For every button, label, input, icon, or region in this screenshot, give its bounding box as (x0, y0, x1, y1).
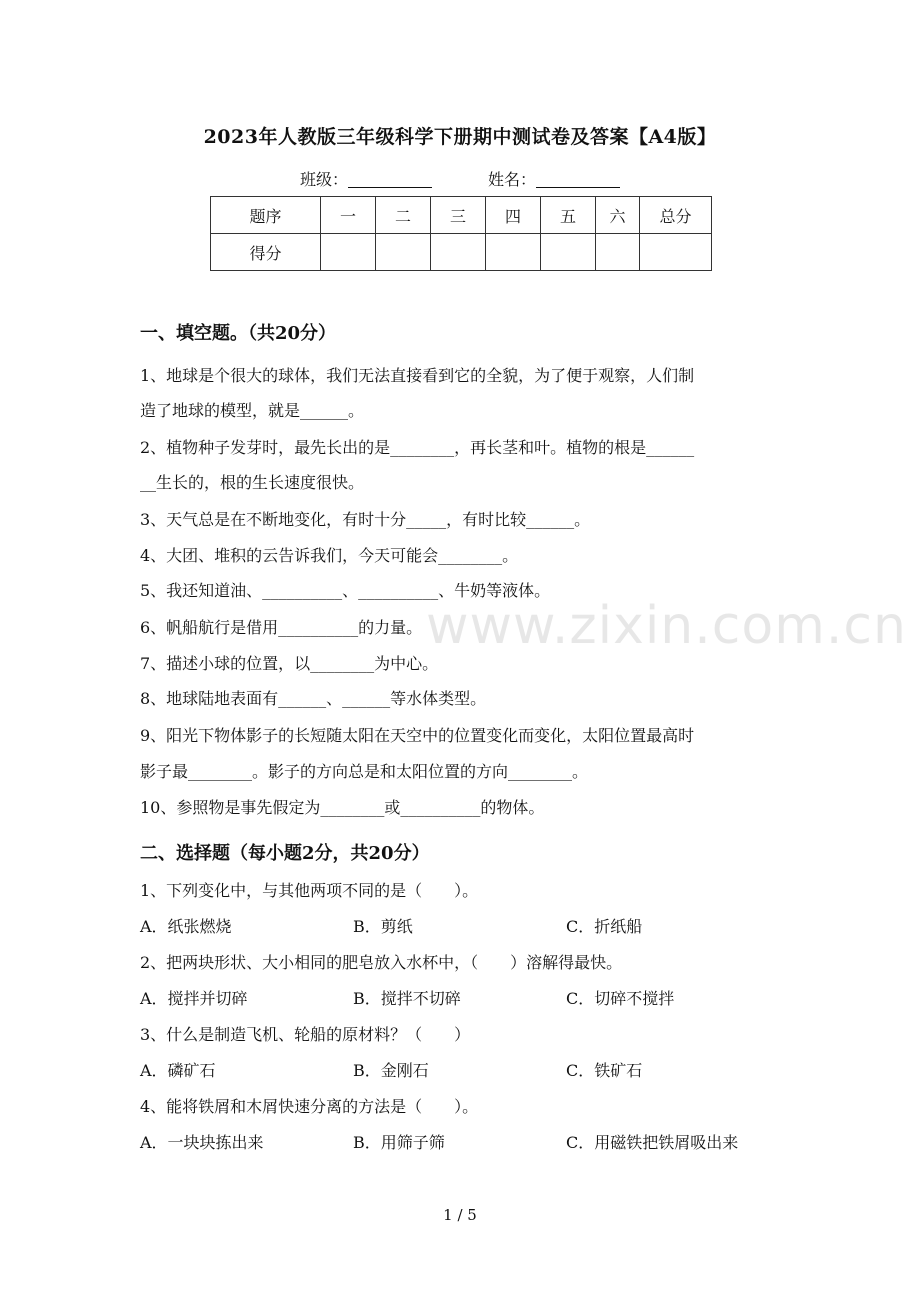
score-row-label: 得分 (211, 234, 321, 271)
score-cell (640, 234, 712, 271)
score-header-cell: 二 (376, 197, 431, 234)
score-header-cell: 五 (541, 197, 596, 234)
question-line: 5、我还知道油、__________、__________、牛奶等液体。 (140, 581, 551, 600)
question-line: 9、阳光下物体影子的长短随太阳在天空中的位置变化而变化，太阳位置最高时 (140, 726, 695, 745)
question-line: 4、大团、堆积的云告诉我们，今天可能会________。 (140, 546, 519, 565)
score-header-cell: 四 (486, 197, 541, 234)
option-b: B．剪纸 (353, 917, 413, 936)
name-label: 姓名： (488, 170, 537, 189)
option-a: A．磷矿石 (140, 1061, 216, 1080)
option-b: B．用筛子筛 (353, 1133, 445, 1152)
score-table-header-row (211, 197, 712, 234)
score-cell (431, 234, 486, 271)
name-blank (536, 171, 620, 188)
section1-heading: 一、填空题。（共20分） (140, 323, 337, 344)
choice-question: 2、把两块形状、大小相同的肥皂放入水杯中，（ ）溶解得最快。 (140, 953, 623, 972)
question-line: 10、参照物是事先假定为________或__________的物体。 (140, 798, 545, 817)
question-line: 7、描述小球的位置，以________为中心。 (140, 654, 439, 673)
score-cell (321, 234, 376, 271)
option-c: C．折纸船 (566, 917, 643, 936)
score-table-score-row (211, 234, 712, 271)
score-header-cell: 一 (321, 197, 376, 234)
class-label: 班级： (299, 170, 348, 189)
score-cell (596, 234, 640, 271)
watermark: www.zixin.com.cn (426, 596, 907, 656)
option-c: C．铁矿石 (566, 1061, 643, 1080)
question-line: 2、植物种子发芽时，最先长出的是________，再长茎和叶。植物的根是______ (140, 438, 695, 457)
option-a: A．一块块拣出来 (140, 1133, 264, 1152)
option-a: A．搅拌并切碎 (140, 989, 248, 1008)
question-line: 造了地球的模型，就是______。 (140, 401, 365, 420)
score-header-cell: 六 (596, 197, 640, 234)
exam-title: 2023年人教版三年级科学下册期中测试卷及答案【A4版】 (203, 126, 717, 148)
question-line: 8、地球陆地表面有______、______等水体类型。 (140, 689, 487, 708)
score-header-cell: 总分 (640, 197, 712, 234)
question-line: __生长的，根的生长速度很快。 (140, 473, 365, 492)
option-b: B．金刚石 (353, 1061, 429, 1080)
score-header-cell: 三 (431, 197, 486, 234)
option-b: B．搅拌不切碎 (353, 989, 461, 1008)
score-cell (541, 234, 596, 271)
score-cell (486, 234, 541, 271)
question-line: 影子最________。影子的方向总是和太阳位置的方向________。 (140, 762, 589, 781)
question-line: 1、地球是个很大的球体，我们无法直接看到它的全貌，为了便于观察，人们制 (140, 366, 695, 385)
choice-question: 3、什么是制造飞机、轮船的原材料？（ ） (140, 1025, 471, 1044)
score-table (210, 196, 712, 271)
option-c: C．用磁铁把铁屑吸出来 (566, 1133, 739, 1152)
section2-heading: 二、选择题（每小题2分，共20分） (140, 843, 430, 864)
class-blank (348, 171, 432, 188)
score-cell (376, 234, 431, 271)
option-c: C．切碎不搅拌 (566, 989, 675, 1008)
choice-question: 4、能将铁屑和木屑快速分离的方法是（ ）。 (140, 1097, 479, 1116)
page-number: 1 / 5 (443, 1206, 477, 1224)
choice-question: 1、下列变化中，与其他两项不同的是（ ）。 (140, 881, 479, 900)
question-line: 6、帆船航行是借用__________的力量。 (140, 618, 423, 637)
student-info (0, 167, 920, 190)
option-a: A．纸张燃烧 (140, 917, 232, 936)
score-header-cell: 题序 (211, 197, 321, 234)
question-line: 3、天气总是在不断地变化，有时十分_____，有时比较______。 (140, 510, 591, 529)
